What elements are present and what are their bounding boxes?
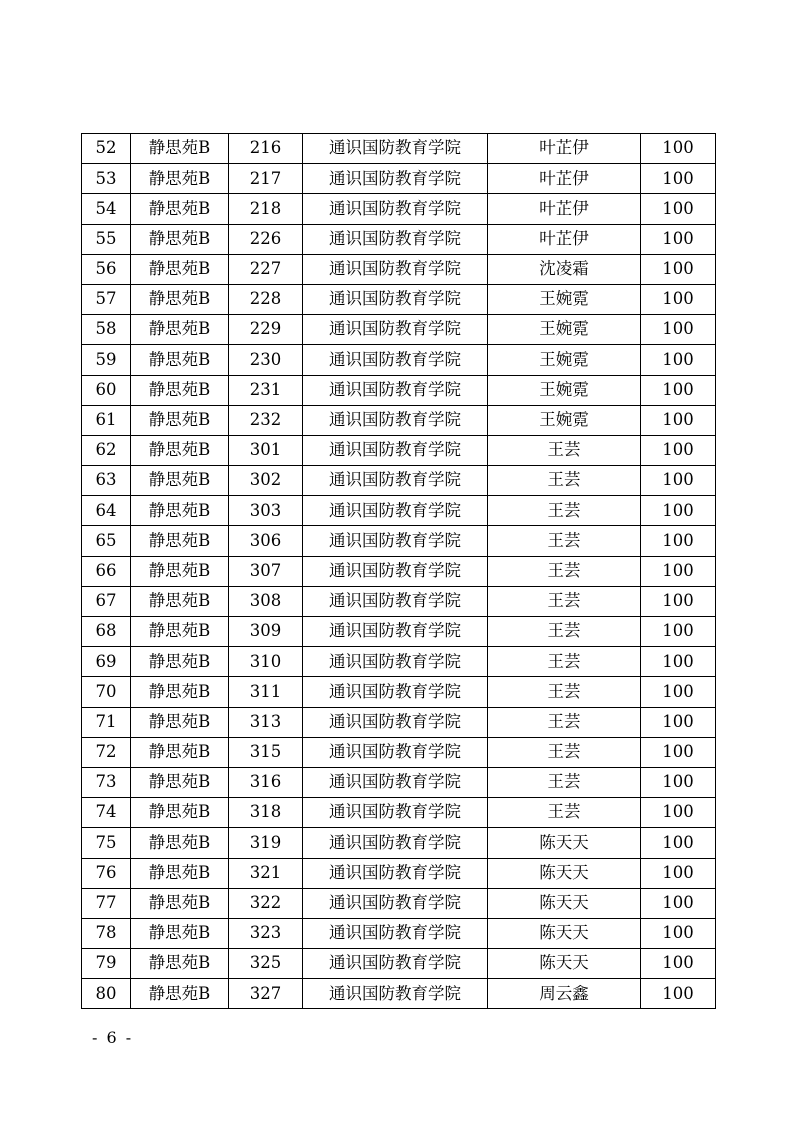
room-number-cell: 315 — [229, 737, 303, 767]
score-cell: 100 — [641, 284, 716, 314]
building-cell: 静思苑B — [131, 556, 229, 586]
college-cell: 通识国防教育学院 — [303, 164, 488, 194]
score-cell: 100 — [641, 858, 716, 888]
college-cell: 通识国防教育学院 — [303, 466, 488, 496]
building-cell: 静思苑B — [131, 254, 229, 284]
room-number-cell: 218 — [229, 194, 303, 224]
building-cell: 静思苑B — [131, 737, 229, 767]
row-number-cell: 68 — [82, 617, 131, 647]
row-number-cell: 73 — [82, 767, 131, 797]
building-cell: 静思苑B — [131, 767, 229, 797]
table-row — [82, 556, 716, 586]
table-row — [82, 858, 716, 888]
table-row — [82, 918, 716, 948]
person-name-cell: 叶芷伊 — [488, 224, 641, 254]
college-cell: 通识国防教育学院 — [303, 224, 488, 254]
college-cell: 通识国防教育学院 — [303, 677, 488, 707]
college-cell: 通识国防教育学院 — [303, 194, 488, 224]
table-row — [82, 254, 716, 284]
building-cell: 静思苑B — [131, 194, 229, 224]
building-cell: 静思苑B — [131, 405, 229, 435]
table-row — [82, 979, 716, 1009]
person-name-cell: 叶芷伊 — [488, 194, 641, 224]
table-row — [82, 949, 716, 979]
person-name-cell: 叶芷伊 — [488, 164, 641, 194]
room-number-cell: 313 — [229, 707, 303, 737]
person-name-cell: 沈凌霜 — [488, 254, 641, 284]
person-name-cell: 王芸 — [488, 496, 641, 526]
room-number-cell: 319 — [229, 828, 303, 858]
room-number-cell: 309 — [229, 617, 303, 647]
table-row — [82, 828, 716, 858]
row-number-cell: 72 — [82, 737, 131, 767]
page-number: - 6 - — [92, 1028, 134, 1047]
row-number-cell: 76 — [82, 858, 131, 888]
college-cell: 通识国防教育学院 — [303, 647, 488, 677]
person-name-cell: 王婉霓 — [488, 284, 641, 314]
table-row — [82, 586, 716, 616]
person-name-cell: 王芸 — [488, 647, 641, 677]
room-number-cell: 306 — [229, 526, 303, 556]
score-cell: 100 — [641, 556, 716, 586]
table-row — [82, 888, 716, 918]
score-cell: 100 — [641, 828, 716, 858]
table-row — [82, 194, 716, 224]
person-name-cell: 王芸 — [488, 798, 641, 828]
row-number-cell: 78 — [82, 918, 131, 948]
row-number-cell: 77 — [82, 888, 131, 918]
college-cell: 通识国防教育学院 — [303, 617, 488, 647]
college-cell: 通识国防教育学院 — [303, 737, 488, 767]
row-number-cell: 53 — [82, 164, 131, 194]
table-row — [82, 496, 716, 526]
college-cell: 通识国防教育学院 — [303, 828, 488, 858]
college-cell: 通识国防教育学院 — [303, 254, 488, 284]
college-cell: 通识国防教育学院 — [303, 586, 488, 616]
room-number-cell: 323 — [229, 918, 303, 948]
building-cell: 静思苑B — [131, 828, 229, 858]
college-cell: 通识国防教育学院 — [303, 767, 488, 797]
row-number-cell: 54 — [82, 194, 131, 224]
score-cell: 100 — [641, 375, 716, 405]
room-number-cell: 216 — [229, 134, 303, 164]
person-name-cell: 王芸 — [488, 556, 641, 586]
building-cell: 静思苑B — [131, 526, 229, 556]
building-cell: 静思苑B — [131, 224, 229, 254]
row-number-cell: 55 — [82, 224, 131, 254]
score-cell: 100 — [641, 918, 716, 948]
score-cell: 100 — [641, 707, 716, 737]
building-cell: 静思苑B — [131, 617, 229, 647]
room-number-cell: 228 — [229, 284, 303, 314]
person-name-cell: 王芸 — [488, 737, 641, 767]
score-cell: 100 — [641, 345, 716, 375]
score-cell: 100 — [641, 254, 716, 284]
room-number-cell: 229 — [229, 315, 303, 345]
person-name-cell: 王芸 — [488, 586, 641, 616]
college-cell: 通识国防教育学院 — [303, 435, 488, 465]
person-name-cell: 王婉霓 — [488, 315, 641, 345]
table-row — [82, 737, 716, 767]
score-cell: 100 — [641, 677, 716, 707]
college-cell: 通识国防教育学院 — [303, 858, 488, 888]
score-cell: 100 — [641, 767, 716, 797]
person-name-cell: 王婉霓 — [488, 405, 641, 435]
score-cell: 100 — [641, 134, 716, 164]
college-cell: 通识国防教育学院 — [303, 496, 488, 526]
person-name-cell: 叶芷伊 — [488, 134, 641, 164]
score-cell: 100 — [641, 405, 716, 435]
college-cell: 通识国防教育学院 — [303, 707, 488, 737]
person-name-cell: 王芸 — [488, 526, 641, 556]
person-name-cell: 陈天天 — [488, 918, 641, 948]
building-cell: 静思苑B — [131, 466, 229, 496]
row-number-cell: 70 — [82, 677, 131, 707]
table-row — [82, 647, 716, 677]
room-number-cell: 226 — [229, 224, 303, 254]
building-cell: 静思苑B — [131, 979, 229, 1009]
table-row — [82, 224, 716, 254]
table-body — [82, 134, 716, 1009]
room-number-cell: 316 — [229, 767, 303, 797]
college-cell: 通识国防教育学院 — [303, 526, 488, 556]
score-cell: 100 — [641, 496, 716, 526]
row-number-cell: 69 — [82, 647, 131, 677]
room-number-cell: 230 — [229, 345, 303, 375]
room-number-cell: 318 — [229, 798, 303, 828]
college-cell: 通识国防教育学院 — [303, 556, 488, 586]
college-cell: 通识国防教育学院 — [303, 798, 488, 828]
table-row — [82, 677, 716, 707]
row-number-cell: 52 — [82, 134, 131, 164]
building-cell: 静思苑B — [131, 677, 229, 707]
table-row — [82, 284, 716, 314]
dormitory-score-table — [81, 133, 716, 1009]
building-cell: 静思苑B — [131, 134, 229, 164]
score-cell: 100 — [641, 979, 716, 1009]
score-cell: 100 — [641, 526, 716, 556]
building-cell: 静思苑B — [131, 918, 229, 948]
table-row — [82, 375, 716, 405]
row-number-cell: 65 — [82, 526, 131, 556]
row-number-cell: 71 — [82, 707, 131, 737]
score-cell: 100 — [641, 888, 716, 918]
person-name-cell: 周云鑫 — [488, 979, 641, 1009]
score-cell: 100 — [641, 617, 716, 647]
person-name-cell: 王芸 — [488, 435, 641, 465]
building-cell: 静思苑B — [131, 345, 229, 375]
room-number-cell: 321 — [229, 858, 303, 888]
building-cell: 静思苑B — [131, 164, 229, 194]
college-cell: 通识国防教育学院 — [303, 375, 488, 405]
person-name-cell: 王芸 — [488, 767, 641, 797]
table-row — [82, 466, 716, 496]
score-cell: 100 — [641, 737, 716, 767]
table-row — [82, 315, 716, 345]
row-number-cell: 63 — [82, 466, 131, 496]
person-name-cell: 陈天天 — [488, 858, 641, 888]
score-cell: 100 — [641, 586, 716, 616]
row-number-cell: 58 — [82, 315, 131, 345]
room-number-cell: 327 — [229, 979, 303, 1009]
table-row — [82, 617, 716, 647]
person-name-cell: 王芸 — [488, 617, 641, 647]
score-cell: 100 — [641, 164, 716, 194]
table-row — [82, 435, 716, 465]
table-row — [82, 405, 716, 435]
room-number-cell: 307 — [229, 556, 303, 586]
person-name-cell: 陈天天 — [488, 949, 641, 979]
building-cell: 静思苑B — [131, 888, 229, 918]
row-number-cell: 67 — [82, 586, 131, 616]
person-name-cell: 王芸 — [488, 677, 641, 707]
building-cell: 静思苑B — [131, 858, 229, 888]
person-name-cell: 王芸 — [488, 707, 641, 737]
table-row — [82, 767, 716, 797]
table-row — [82, 164, 716, 194]
row-number-cell: 61 — [82, 405, 131, 435]
room-number-cell: 217 — [229, 164, 303, 194]
building-cell: 静思苑B — [131, 647, 229, 677]
college-cell: 通识国防教育学院 — [303, 134, 488, 164]
table-row — [82, 345, 716, 375]
row-number-cell: 75 — [82, 828, 131, 858]
table-row — [82, 134, 716, 164]
building-cell: 静思苑B — [131, 375, 229, 405]
building-cell: 静思苑B — [131, 315, 229, 345]
person-name-cell: 陈天天 — [488, 888, 641, 918]
building-cell: 静思苑B — [131, 586, 229, 616]
building-cell: 静思苑B — [131, 496, 229, 526]
score-cell: 100 — [641, 224, 716, 254]
room-number-cell: 310 — [229, 647, 303, 677]
score-cell: 100 — [641, 466, 716, 496]
room-number-cell: 232 — [229, 405, 303, 435]
room-number-cell: 227 — [229, 254, 303, 284]
college-cell: 通识国防教育学院 — [303, 284, 488, 314]
row-number-cell: 79 — [82, 949, 131, 979]
college-cell: 通识国防教育学院 — [303, 918, 488, 948]
room-number-cell: 302 — [229, 466, 303, 496]
row-number-cell: 64 — [82, 496, 131, 526]
college-cell: 通识国防教育学院 — [303, 315, 488, 345]
college-cell: 通识国防教育学院 — [303, 979, 488, 1009]
room-number-cell: 311 — [229, 677, 303, 707]
score-cell: 100 — [641, 315, 716, 345]
table-row — [82, 707, 716, 737]
room-number-cell: 325 — [229, 949, 303, 979]
college-cell: 通识国防教育学院 — [303, 345, 488, 375]
score-cell: 100 — [641, 647, 716, 677]
row-number-cell: 57 — [82, 284, 131, 314]
table-row — [82, 798, 716, 828]
room-number-cell: 303 — [229, 496, 303, 526]
college-cell: 通识国防教育学院 — [303, 888, 488, 918]
score-cell: 100 — [641, 949, 716, 979]
room-number-cell: 231 — [229, 375, 303, 405]
person-name-cell: 王婉霓 — [488, 345, 641, 375]
row-number-cell: 80 — [82, 979, 131, 1009]
college-cell: 通识国防教育学院 — [303, 949, 488, 979]
building-cell: 静思苑B — [131, 707, 229, 737]
score-cell: 100 — [641, 798, 716, 828]
person-name-cell: 陈天天 — [488, 828, 641, 858]
building-cell: 静思苑B — [131, 798, 229, 828]
building-cell: 静思苑B — [131, 435, 229, 465]
row-number-cell: 59 — [82, 345, 131, 375]
college-cell: 通识国防教育学院 — [303, 405, 488, 435]
row-number-cell: 56 — [82, 254, 131, 284]
room-number-cell: 308 — [229, 586, 303, 616]
room-number-cell: 322 — [229, 888, 303, 918]
table-row — [82, 526, 716, 556]
row-number-cell: 60 — [82, 375, 131, 405]
score-cell: 100 — [641, 194, 716, 224]
row-number-cell: 74 — [82, 798, 131, 828]
person-name-cell: 王婉霓 — [488, 375, 641, 405]
building-cell: 静思苑B — [131, 284, 229, 314]
row-number-cell: 62 — [82, 435, 131, 465]
score-cell: 100 — [641, 435, 716, 465]
row-number-cell: 66 — [82, 556, 131, 586]
room-number-cell: 301 — [229, 435, 303, 465]
person-name-cell: 王芸 — [488, 466, 641, 496]
building-cell: 静思苑B — [131, 949, 229, 979]
